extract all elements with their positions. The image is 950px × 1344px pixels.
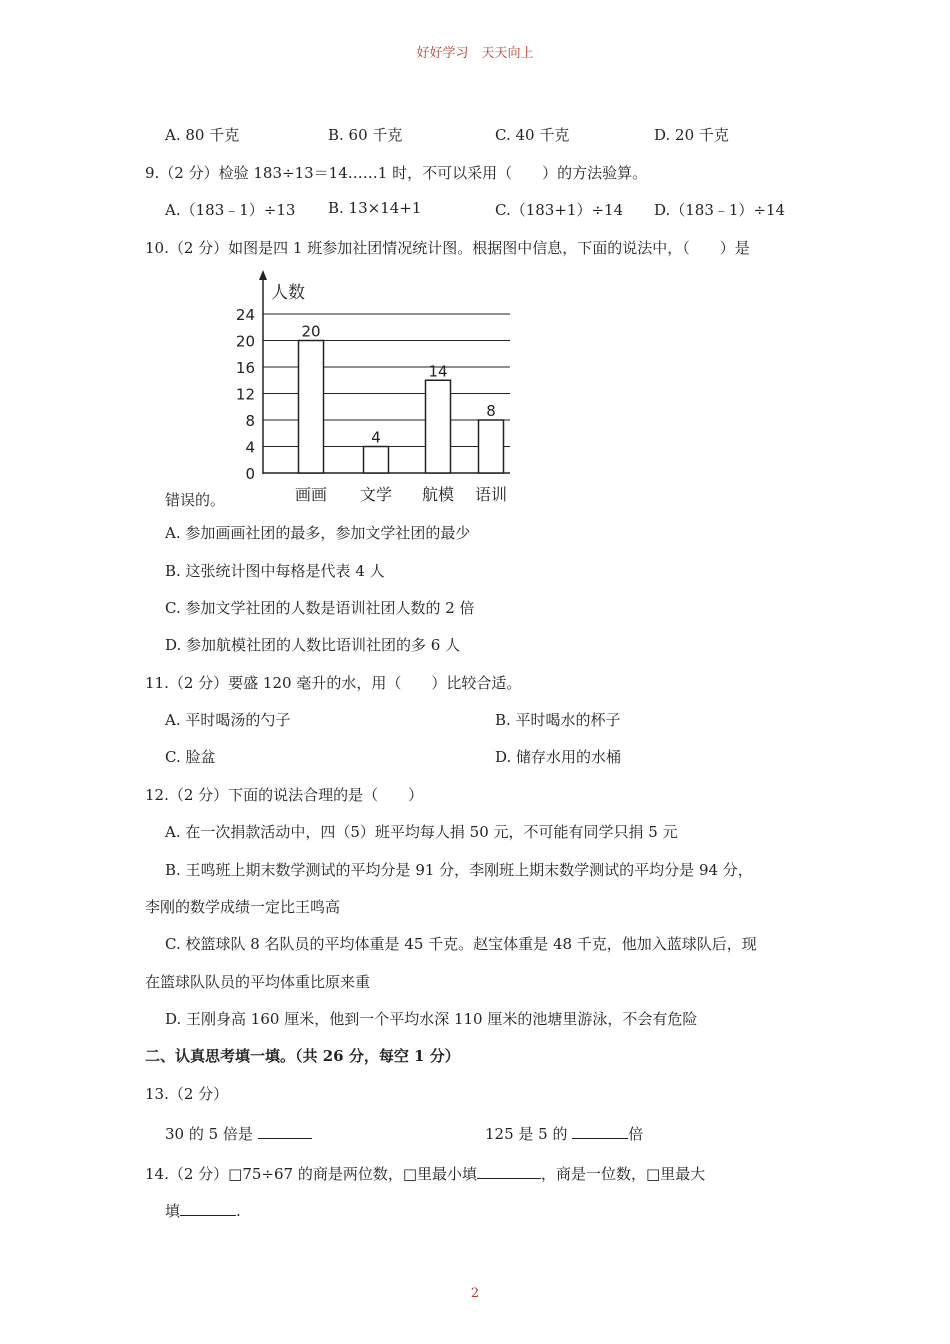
q10-option-a: A. 参加画画社团的最多，参加文学社团的最少 [165, 524, 471, 542]
page-header: 好好学习 天天向上 [416, 46, 534, 61]
q12-option-c-line1: C. 校篮球队 8 名队员的平均体重是 45 千克。赵宝体重是 48 千克，他加入蓝球队后，现 [165, 935, 757, 953]
q14-line2 [165, 1200, 241, 1221]
q11-stem: 11.（2 分）要盛 120 毫升的水，用（ ）比较合适。 [145, 674, 522, 692]
q13-stem: 13.（2 分） [145, 1085, 229, 1103]
bar-data-label: 14 [428, 362, 448, 381]
q9-stem: 9.（2 分）检验 183÷13＝14……1 时，不可以采用（ ）的方法验算。 [145, 164, 648, 182]
x-category-label: 语训 [474, 485, 508, 504]
q13-right-end: 倍 [628, 1125, 644, 1143]
q14-stem: 14.（2 分）□75÷67 的商是两位数，□里最小填 [145, 1165, 478, 1183]
x-category-label: 画画 [294, 485, 328, 504]
q11-option-b: B. 平时喝水的杯子 [495, 711, 621, 729]
q10-option-d: D. 参加航模社团的人数比语训社团的多 6 人 [165, 636, 461, 654]
q10-stem-end: 错误的。 [165, 491, 226, 509]
y-tick-label: 12 [235, 385, 255, 404]
q9-option-c: C.（183+1）÷14 [495, 201, 624, 219]
q12-stem: 12.（2 分）下面的说法合理的是（ ） [145, 786, 424, 804]
bar-data-label: 8 [486, 402, 496, 420]
q14-mid: ，商是一位数，□里最大 [541, 1165, 706, 1183]
bar [479, 420, 504, 473]
q13-answer-blank-1[interactable] [258, 1124, 312, 1139]
y-tick-label: 24 [235, 306, 255, 324]
q12-option-b-line1: B. 王鸣班上期末数学测试的平均分是 91 分，李刚班上期末数学测试的平均分是 94 分， [165, 861, 753, 879]
q11-option-a: A. 平时喝汤的勺子 [165, 711, 291, 729]
y-tick-label: 20 [235, 332, 255, 351]
q8-option-a: A. 80 千克 [165, 126, 240, 144]
q11-option-c: C. 脸盆 [165, 748, 216, 766]
bar [364, 447, 389, 474]
q8-option-b: B. 60 千克 [328, 126, 403, 144]
bar [426, 380, 451, 473]
y-tick-label: 0 [245, 465, 255, 483]
q13-answer-blank-2[interactable] [572, 1124, 628, 1139]
y-tick-label: 8 [245, 412, 255, 430]
q9-option-b: B. 13×14+1 [328, 199, 422, 217]
q9-option-d: D.（183﹣1）÷14 [654, 201, 786, 219]
bar-data-label: 20 [301, 322, 321, 341]
y-axis-label: 人数 [271, 283, 305, 303]
q13-right [485, 1123, 643, 1144]
q10-option-b: B. 这张统计图中每格是代表 4 人 [165, 562, 385, 580]
q14-answer-blank-2[interactable] [180, 1201, 236, 1216]
section-2-heading: 二、认真思考填一填。（共 26 分，每空 1 分） [145, 1047, 460, 1065]
q12-option-b-line2: 李刚的数学成绩一定比王鸣高 [145, 898, 341, 916]
q10-option-c: C. 参加文学社团的人数是语训社团人数的 2 倍 [165, 599, 475, 617]
q9-option-a: A.（183﹣1）÷13 [165, 201, 296, 219]
q10-stem: 10.（2 分）如图是四 1 班参加社团情况统计图。根据图中信息，下面的说法中，（ ）是 [145, 239, 750, 257]
q8-option-c: C. 40 千克 [495, 126, 570, 144]
q12-option-c-line2: 在篮球队队员的平均体重比原来重 [145, 973, 371, 991]
q13-right-text: 125 是 5 的 [485, 1125, 568, 1143]
q13-left [165, 1123, 312, 1144]
x-category-label: 航模 [421, 485, 455, 504]
bar [299, 341, 324, 474]
q14-line1 [145, 1163, 705, 1184]
q14-answer-blank-1[interactable] [477, 1164, 541, 1179]
y-axis-arrow-icon [259, 270, 267, 280]
q12-option-a: A. 在一次捐款活动中，四（5）班平均每人捐 50 元，不可能有同学只捐 5 元 [165, 823, 678, 841]
page-number: 2 [470, 1286, 480, 1301]
bar-chart [225, 268, 525, 508]
bar-data-label: 4 [371, 428, 381, 447]
q14-line2-text: 填 [165, 1202, 181, 1220]
q13-left-text: 30 的 5 倍是 [165, 1125, 253, 1143]
y-tick-label: 4 [245, 438, 255, 457]
q12-option-d: D. 王刚身高 160 厘米，他到一个平均水深 110 厘米的池塘里游泳，不会有危险 [165, 1010, 698, 1028]
x-category-label: 文学 [359, 485, 393, 504]
q14-end: . [236, 1202, 241, 1220]
q11-option-d: D. 储存水用的水桶 [495, 748, 622, 766]
q8-option-d: D. 20 千克 [654, 126, 729, 144]
y-tick-label: 16 [235, 359, 255, 377]
